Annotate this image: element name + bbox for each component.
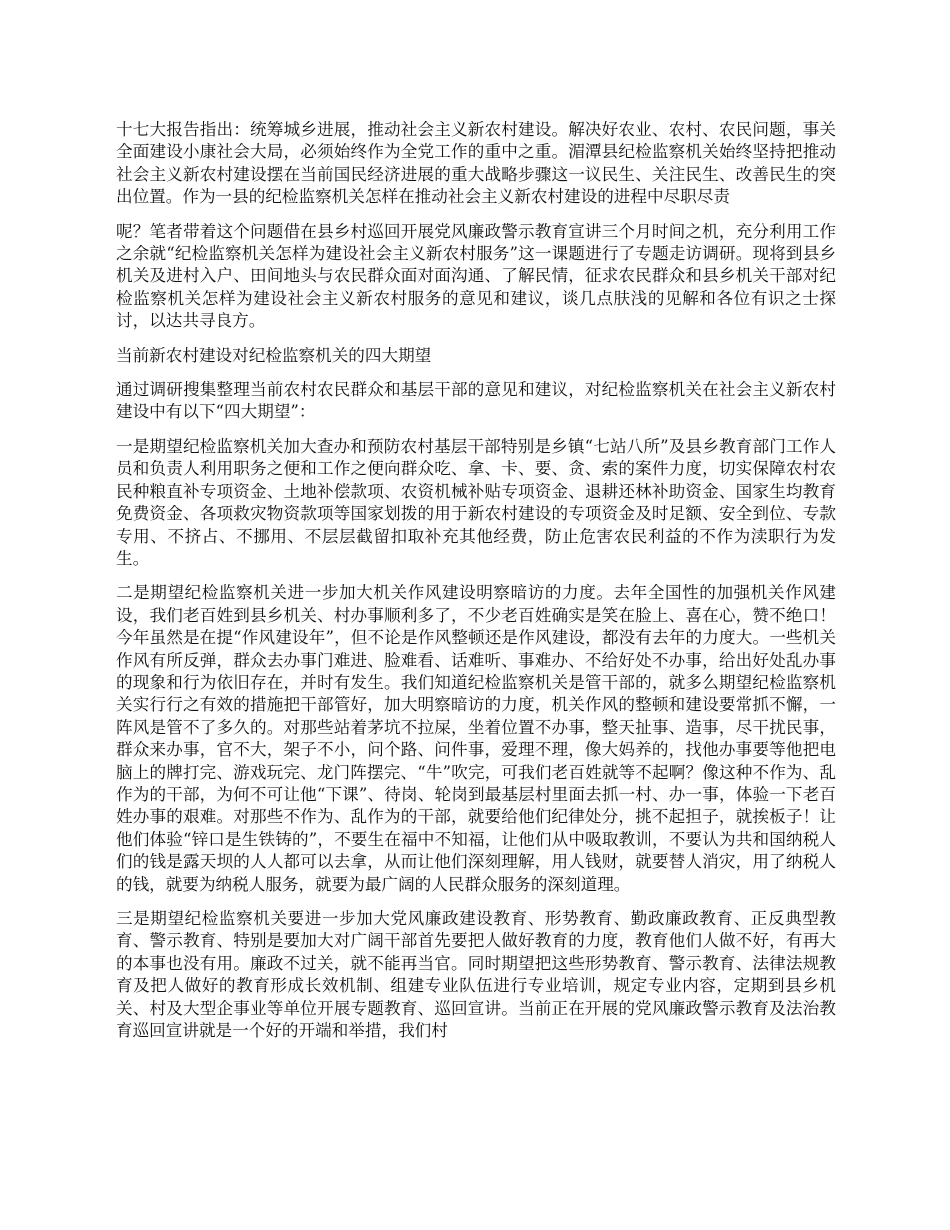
paragraph-expectation-2: 二是期望纪检监察机关进一步加大机关作风建设明察暗访的力度。去年全国性的加强机关作风建设，我们老百姓到县乡机关、村办事顺利多了，不少老百姓确实是笑在脸上、喜在心，赞不绝口！今年虽然是在提“作风建设年”，但不论是作风整顿还是作风建设，都没有去年的力度大。一些机关作风有所反弹，群众去办事门难进、脸难看、话难听、事难办、不给好处不办事，给出好处乱办事的现象和行为依旧存在，并时有发生。我们知道纪检监察机关是管干部的，就多么期望纪检监察机关实行行之有效的措施把干部管好，加大明察暗访的力度，机关作风的整顿和建设要常抓不懈，一阵风是管不了多久的。对那些站着茅坑不拉屎，坐着位置不办事，整天扯事、造事，尽干扰民事，群众来办事，官不大，架子不小，问个路、问件事，爱理不理，像大妈养的，找他办事要等他把电脑上的牌打完、游戏玩完、龙门阵摆完、“牛”吹完，可我们老百姓就等不起啊？像这种不作为、乱作为的干部，为何不可让他“下课”、待岗、轮岗到最基层村里面去抓一村、办一事，体验一下老百姓办事的艰难。对那些不作为、乱作为的干部，就要给他们纪律处分，挑不起担子，就挨板子！让他们体验“锌口是生铁铸的”，不要生在福中不知福，让他们从中吸取教训，不要认为共和国纳税人们的钱是露天坝的人人都可以去拿，从而让他们深刻理解，用人钱财，就要替人消灾，用了纳税人的钱，就要为纳税人服务，就要为最广阔的人民群众服务的深刻道理。: [116, 583, 836, 894]
paragraph-intro: 十七大报告指出：统筹城乡进展，推动社会主义新农村建设。解决好农业、农村、农民问题，事关全面建设小康社会大局，必须始终作为全党工作的重中之重。湄潭县纪检监察机关始终坚持把推动社会主义新农村建设摆在当前国民经济进展的重大战略步骤这一议民生、关注民生、改善民生的突出位置。作为一县的纪检监察机关怎样在推动社会主义新农村建设的进程中尽职尽责: [116, 120, 836, 207]
paragraph-expectation-1: 一是期望纪检监察机关加大查办和预防农村基层干部特别是乡镇“七站八所”及县乡教育部门工作人员和负责人利用职务之便和工作之便向群众吃、拿、卡、要、贪、索的案件力度，切实保障农村农民种粮直补专项资金、土地补偿款项、农资机械补贴专项资金、退耕还林补助资金、国家生均教育免费资金、各项救灾物资款项等国家划拨的用于新农村建设的专项资金及时足额、安全到位、专款专用、不挤占、不挪用、不层层截留扣取补充其他经费，防止危害农民利益的不作为渎职行为发生。: [116, 436, 836, 568]
section-heading: 当前新农村建设对纪检监察机关的四大期望: [116, 345, 432, 365]
document-body: [116, 119, 836, 1054]
paragraph-research: 呢？笔者带着这个问题借在县乡村巡回开展党风廉政警示教育宣讲三个月时间之机，充分利用工作之余就“纪检监察机关怎样为建设社会主义新农村服务”这一课题进行了专题走访调研。现将到县乡机关及进村入户、田间地头与农民群众面对面沟通、了解民情，征求农民群众和县乡机关干部对纪检监察机关怎样为建设社会主义新农村服务的意见和建议，谈几点肤浅的见解和各位有识之士探讨，以达共寻良方。: [116, 221, 836, 331]
paragraph-expectation-3: 三是期望纪检监察机关要进一步加大党风廉政建设教育、形势教育、勤政廉政教育、正反典型教育、警示教育、特别是要加大对广阔干部首先要把人做好教育的力度，教育他们人做不好，有再大的本事也没有用。廉政不过关，就不能再当官。同时期望把这些形势教育、警示教育、法律法规教育及把人做好的教育形成长效机制、组建专业队伍进行专业培训，规定专业内容，定期到县乡机关、村及大型企事业等单位开展专题教育、巡回宣讲。当前正在开展的党风廉政警示教育及法治教育巡回宣讲就是一个好的开端和举措，我们村: [116, 909, 836, 1041]
paragraph-summary: 通过调研搜集整理当前农村农民群众和基层干部的意见和建议，对纪检监察机关在社会主义新农村建设中有以下“四大期望”：: [116, 380, 836, 422]
